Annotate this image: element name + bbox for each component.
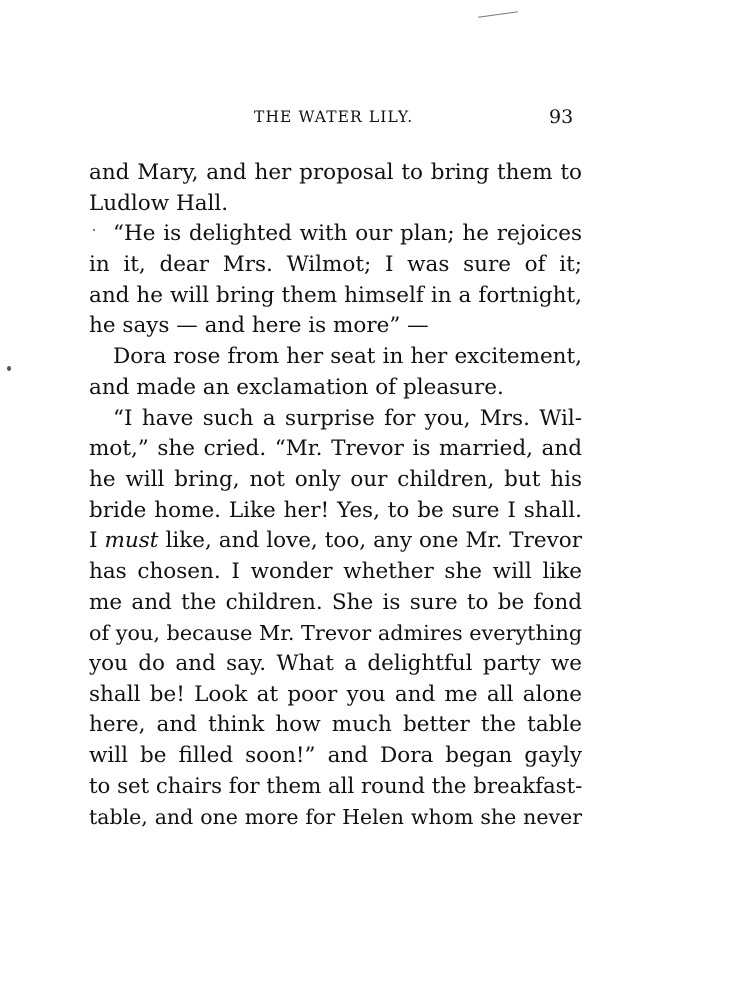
text-line: he says — and here is more” —	[89, 313, 429, 339]
text-line: in it, dear Mrs. Wilmot; I was sure of it;	[89, 252, 582, 278]
paper-scratch-mark	[478, 11, 518, 18]
text-line: and he will bring them himself in a fortnight,	[89, 282, 582, 308]
text-line: “He is delighted with our plan; he rejoices	[113, 221, 582, 247]
text-line: has chosen. I wonder whether she will like	[89, 558, 582, 584]
text-line: table, and one more for Helen whom she never	[89, 805, 582, 830]
text-line: to set chairs for them all round the breakfast-	[89, 773, 583, 799]
text-line: will be filled soon!” and Dora began gayly	[89, 743, 582, 769]
text-fragment: I	[89, 528, 98, 554]
text-line: me and the children. She is sure to be fond	[89, 589, 582, 615]
text-line: here, and think how much better the table	[89, 712, 582, 738]
running-head: THE WATER LILY.	[254, 108, 414, 126]
text-line-with-emphasis	[89, 526, 582, 557]
text-line: of you, because Mr. Trevor admires everything	[89, 621, 583, 646]
page-header	[0, 108, 730, 136]
text-line: mot,” she cried. “Mr. Trevor is married, and	[89, 436, 582, 462]
page-number: 93	[549, 106, 574, 128]
text-line: and Mary, and her proposal to bring them to	[89, 160, 582, 185]
text-line: bride home. Like her! Yes, to be sure I shall.	[89, 497, 582, 523]
paper-speck	[7, 366, 11, 371]
emphasized-word: must	[104, 528, 159, 554]
text-line: you do and say. What a delightful party we	[89, 651, 582, 676]
text-line: Ludlow Hall.	[89, 190, 229, 216]
text-line: shall be! Look at poor you and me all alone	[89, 681, 582, 707]
text-fragment: like, and love, too, any one Mr. Trevor	[165, 528, 582, 554]
text-line: Dora rose from her seat in her excitement,	[113, 344, 582, 370]
text-line: and made an exclamation of pleasure.	[89, 374, 504, 400]
text-line: “I have such a surprise for you, Mrs. Wil-	[113, 405, 582, 431]
body-text	[89, 158, 582, 833]
text-line: he will bring, not only our children, but his	[89, 466, 582, 492]
